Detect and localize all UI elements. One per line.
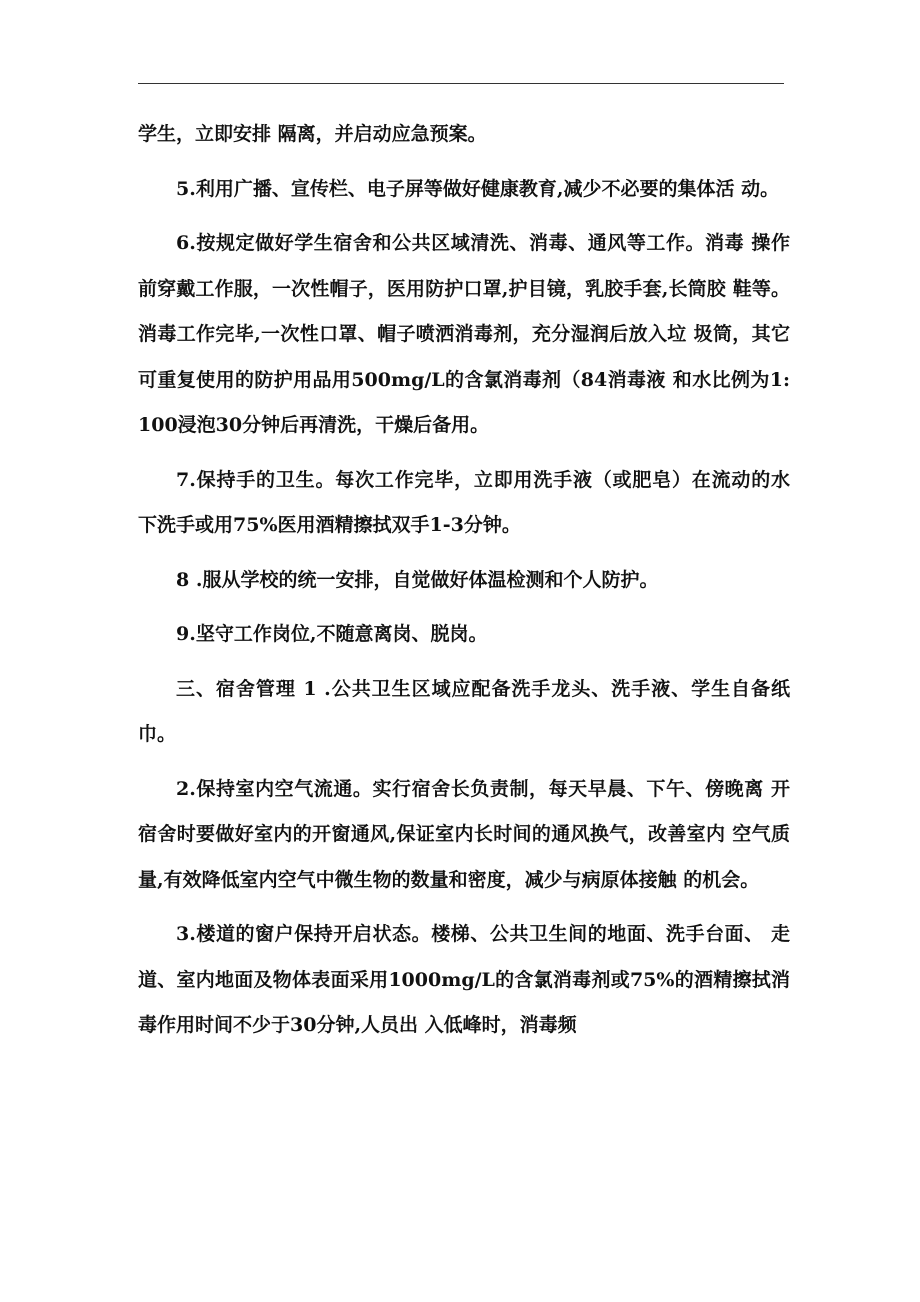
paragraph-2: 5.利用广播、宣传栏、电子屏等做好健康教育,减少不必要的集体活 动。 [176,177,780,200]
paragraph-5: 8 .服从学校的统一安排，自觉做好体温检测和个人防护。 [176,568,659,591]
paragraph-9: 3.楼道的窗户保持开启状态。楼梯、公共卫生间的地面、洗手台面、 走道、室内地面及物体表面采用1000mg/L的含氯消毒剂或75%的酒精擦拭消毒作用时间不少于30分钟,人员出 入低峰时，消毒频 [138,923,790,1036]
paragraph-8: 2.保持室内空气流通。实行宿舍长负责制，每天早晨、下午、傍晚离 开宿舍时要做好室内的开窗通风,保证室内长时间的通风换气，改善室内 空气质量,有效降低室内空气中微生物的数量和密度，减少与病原体接触 的机会。 [138,777,790,891]
document-body [138,112,790,1058]
paragraph-3: 6.按规定做好学生宿舍和公共区域清洗、消毒、通风等工作。消毒 操作前穿戴工作服，一次性帽子，医用防护口罩,护目镜，乳胶手套,长筒胶 鞋等。消毒工作完毕,一次性口罩、帽子喷洒消毒剂，充分湿润后放入垃 圾筒，其它可重复使用的防护用品用500mg/L的含氯消毒剂（84消毒液 和水比例为1:100浸泡30分钟后再清洗，干燥后备用。 [138,232,790,436]
paragraph-7: 三、宿舍管理 1 .公共卫生区域应配备洗手龙头、洗手液、学生自备纸巾。 [138,677,790,745]
paragraph-6: 9.坚守工作岗位,不随意离岗、脱岗。 [176,623,488,645]
paragraph-4: 7.保持手的卫生。每次工作完毕，立即用洗手液（或肥皂）在流动的水 下洗手或用75%医用酒精擦拭双手1-3分钟。 [138,468,790,536]
header-rule [138,83,784,84]
paragraph-1: 学生，立即安排 隔离，并启动应急预案。 [138,123,487,145]
